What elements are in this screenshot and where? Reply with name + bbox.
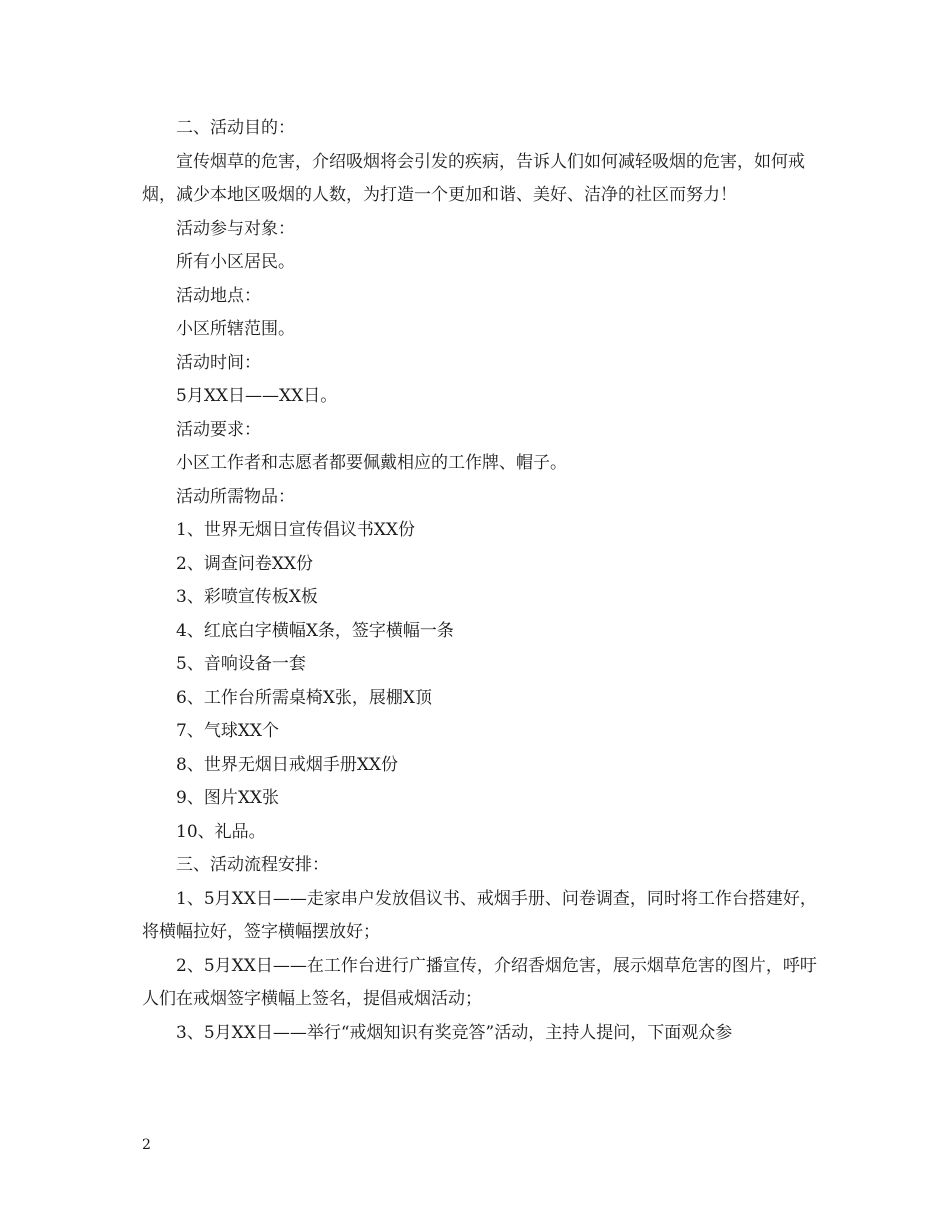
materials-item: 3、彩喷宣传板X板 — [176, 587, 318, 607]
location-label: 活动地点： — [176, 285, 261, 306]
purpose-paragraph: 宣传烟草的危害，介绍吸烟将会引发的疾病，告诉人们如何减轻吸烟的危害，如何戒烟，减少本地区吸烟的人数，为打造一个更加和谐、美好、洁净的社区而努力！ — [142, 151, 805, 205]
materials-item: 6、工作台所需桌椅X张，展棚X顶 — [176, 687, 433, 708]
materials-item: 9、图片XX张 — [176, 788, 280, 808]
materials-item: 4、红底白字横幅X条，签字横幅一条 — [176, 620, 454, 641]
section-heading-schedule: 三、活动流程安排： — [176, 855, 329, 875]
materials-item: 7、气球XX个 — [176, 721, 280, 741]
materials-item: 8、世界无烟日戒烟手册XX份 — [176, 754, 399, 775]
requirements-value: 小区工作者和志愿者都要佩戴相应的工作牌、帽子。 — [176, 453, 567, 473]
schedule-step: 2、5月XX日——在工作台进行广播宣传，介绍香烟危害，展示烟草危害的图片，呼吁人们在戒烟签字横幅上签名，提倡戒烟活动； — [142, 955, 817, 1009]
location-value: 小区所辖范围。 — [176, 319, 295, 339]
schedule-step: 3、5月XX日——举行“戒烟知识有奖竞答”活动，主持人提问，下面观众参 — [176, 1022, 733, 1043]
document-body — [142, 112, 824, 1050]
materials-item: 1、世界无烟日宣传倡议书XX份 — [176, 520, 416, 540]
participants-value: 所有小区居民。 — [176, 252, 295, 272]
materials-item: 5、音响设备一套 — [176, 654, 306, 674]
time-value: 5月XX日——XX日。 — [176, 386, 338, 406]
materials-item: 10、礼品。 — [176, 821, 266, 842]
time-label: 活动时间： — [176, 352, 261, 373]
schedule-step: 1、5月XX日——走家串户发放倡议书、戒烟手册、问卷调查，同时将工作台搭建好，将横幅拉好，签字横幅摆放好； — [142, 888, 817, 942]
participants-label: 活动参与对象： — [176, 218, 295, 239]
materials-item: 2、调查问卷XX份 — [176, 553, 314, 574]
requirements-label: 活动要求： — [176, 419, 261, 440]
materials-label: 活动所需物品： — [176, 486, 295, 507]
page-number: 2 — [142, 1137, 151, 1153]
section-heading-purpose: 二、活动目的： — [176, 118, 295, 138]
